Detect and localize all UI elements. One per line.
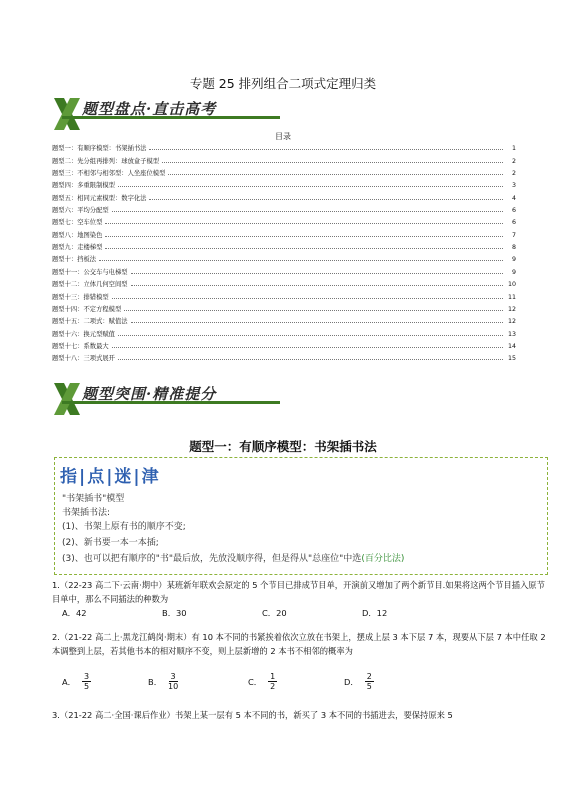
- toc-row[interactable]: [52, 288, 516, 300]
- toc-row-label: 题型四：多重限制模型: [52, 182, 115, 190]
- toc-leader-dots: [105, 236, 503, 237]
- toc-row-label: 题型十八：三项式展开: [52, 355, 115, 363]
- option-b[interactable]: [148, 672, 178, 691]
- toc-row-page: 7: [511, 231, 516, 239]
- toc-leader-dots: [118, 186, 503, 187]
- toc-leader-dots: [149, 199, 503, 200]
- toc-row-label: 题型七：空车位型: [52, 219, 103, 227]
- numerator: 3: [83, 672, 90, 681]
- toc-row-page: 10: [507, 281, 516, 289]
- toc-row[interactable]: [52, 338, 516, 350]
- toc-row[interactable]: [52, 226, 516, 238]
- option-label: A．: [62, 676, 76, 687]
- page-title: 专题 25 排列组合二项式定理归类: [189, 76, 377, 91]
- option-d[interactable]: D．12: [362, 608, 388, 618]
- toc-leader-dots: [105, 248, 503, 249]
- denominator: 5: [83, 682, 90, 691]
- denominator: 5: [366, 682, 372, 691]
- option-label: D．: [344, 676, 359, 687]
- toc-leader-dots: [131, 285, 503, 286]
- fraction: [268, 672, 277, 691]
- toc-row[interactable]: [52, 313, 516, 325]
- numerator: 2: [366, 672, 372, 681]
- toc-row-page: 11: [507, 293, 516, 301]
- section-title: 题型一：有顺序模型：书架插书法: [189, 439, 377, 454]
- toc-row-page: 9: [511, 256, 516, 264]
- toc-row-label: 题型十三：排错模型: [52, 293, 109, 301]
- toc-heading: 目录: [275, 132, 291, 141]
- option-d[interactable]: [344, 672, 374, 691]
- toc-leader-dots: [105, 223, 503, 224]
- fraction: [168, 672, 178, 691]
- option-label: C．: [248, 676, 263, 687]
- toc-row[interactable]: [52, 239, 516, 251]
- banner-text: 题型突围·精准提分: [82, 385, 217, 403]
- toc-row[interactable]: [52, 140, 516, 152]
- toc-row-page: 13: [507, 330, 516, 338]
- toc-leader-dots: [162, 162, 503, 163]
- option-c[interactable]: C．20: [262, 608, 287, 618]
- toc-leader-dots: [168, 174, 503, 175]
- toc-row-page: 2: [511, 157, 516, 165]
- toc-row-label: 题型十二：立体几何空间型: [52, 281, 128, 289]
- toc-row-page: 9: [511, 268, 516, 276]
- section-banner: [52, 381, 282, 417]
- tip-line: "书架插书"模型: [62, 494, 125, 504]
- toc-row-label: 题型十四：不定方程模型: [52, 305, 122, 313]
- toc-row-page: 12: [507, 305, 516, 313]
- tip-line: [62, 551, 404, 564]
- toc-row-label: 题型五：相同元素模型：数字化法: [52, 194, 147, 202]
- toc-leader-dots: [112, 347, 503, 348]
- toc-row[interactable]: [52, 301, 516, 313]
- toc-row[interactable]: [52, 276, 516, 288]
- toc-row[interactable]: [52, 264, 516, 276]
- option-c[interactable]: [248, 672, 277, 691]
- denominator: 10: [168, 682, 179, 691]
- fraction: [365, 672, 374, 691]
- toc-row-label: 题型九：走楼梯型: [52, 244, 103, 252]
- toc-row-label: 题型三：不相邻与相邻型：人坐座位模型: [52, 170, 166, 178]
- toc-row-page: 1: [511, 145, 516, 153]
- toc-row-page: 14: [507, 342, 516, 350]
- toc-leader-dots: [118, 359, 503, 360]
- question-3: 3.（21-22 高二·全国·课后作业）书架上某一层有 5 本不同的书，新买了 3 本不同的书插进去，要保持原来 5: [52, 710, 453, 720]
- toc-leader-dots: [99, 260, 503, 261]
- toc-row-page: 3: [511, 182, 516, 190]
- toc-row-page: 6: [511, 219, 516, 227]
- question-2: 2.（21-22 高二上·黑龙江鹤岗·期末）有 10 本不同的书紧挨着依次立放在书架上，摆成上层 3 本下层 7 本，现要从下层 7 本中任取 2 本调整到上层，若其他书本的相对顺序不变，则上层新增的 2 本书不相邻的概率为: [52, 632, 546, 656]
- toc-row-label: 题型一：有顺序模型：书架插书法: [52, 145, 147, 153]
- toc-leader-dots: [149, 149, 503, 150]
- toc-leader-dots: [131, 273, 503, 274]
- toc-row-label: 题型六：平均分配型: [52, 207, 109, 215]
- numerator: 3: [170, 672, 176, 681]
- toc-row-page: 8: [511, 244, 516, 252]
- toc-leader-dots: [112, 211, 503, 212]
- tip-line: (2)、新书要一本一本插;: [62, 538, 159, 548]
- x-logo-icon: [52, 96, 82, 132]
- toc-row[interactable]: [52, 214, 516, 226]
- toc-row-label: 题型八：地图染色: [52, 231, 103, 239]
- question-1-options: [62, 607, 522, 619]
- toc-row[interactable]: [52, 350, 516, 362]
- section-banner: [52, 96, 282, 132]
- tip-header: 指|点|迷|津: [60, 467, 161, 487]
- toc-leader-dots: [112, 298, 503, 299]
- option-b[interactable]: B．30: [162, 608, 187, 618]
- toc-row-label: 题型十五：二项式：赋值法: [52, 318, 128, 326]
- toc-row[interactable]: [52, 177, 516, 189]
- tip-line: 书架插书法:: [62, 508, 111, 518]
- option-label: B．: [148, 676, 162, 687]
- toc-row-page: 4: [511, 194, 516, 202]
- toc-row-label: 题型十：挡板法: [52, 256, 97, 264]
- toc-row[interactable]: [52, 202, 516, 214]
- question-1: 1.（22-23 高二下·云南·期中）某班新年联欢会原定的 5 个节目已排成节目单，开演前又增加了两个新节目.如果将这两个节目插入原节目单中，那么不同插法的种数为: [52, 580, 545, 604]
- toc-row-label: 题型十六：换元型赋值: [52, 330, 115, 338]
- banner-text: 题型盘点·直击高考: [82, 100, 217, 118]
- toc-row-page: 12: [507, 318, 516, 326]
- toc-row[interactable]: [52, 251, 516, 263]
- option-a[interactable]: A．42: [62, 608, 87, 618]
- fraction: [82, 672, 91, 691]
- toc-row-label: 题型二：先分组再排列：球放盒子模型: [52, 157, 160, 165]
- toc-row-label: 题型十七：系数最大: [52, 342, 109, 350]
- numerator: 1: [270, 672, 276, 681]
- toc-row[interactable]: [52, 152, 516, 164]
- toc-row-label: 题型十一：公交车与电梯型: [52, 268, 128, 276]
- toc-row[interactable]: [52, 325, 516, 337]
- x-logo-icon: [52, 381, 82, 417]
- toc-leader-dots: [118, 335, 503, 336]
- tip-highlight: (百分比法): [361, 554, 405, 564]
- toc-leader-dots: [124, 310, 503, 311]
- toc-row-page: 2: [511, 170, 516, 178]
- toc-row[interactable]: [52, 189, 516, 201]
- toc-row-page: 15: [507, 355, 516, 363]
- option-a[interactable]: [62, 672, 91, 691]
- toc-row-page: 6: [511, 207, 516, 215]
- tip-line: (1)、书架上原有书的顺序不变;: [62, 522, 186, 532]
- tip-line-text: (3)、也可以把有顺序的"书"最后放，先放没顺序得，但是得从"总座位"中选: [62, 554, 362, 564]
- toc-row[interactable]: [52, 165, 516, 177]
- toc-leader-dots: [131, 322, 503, 323]
- denominator: 2: [270, 682, 276, 691]
